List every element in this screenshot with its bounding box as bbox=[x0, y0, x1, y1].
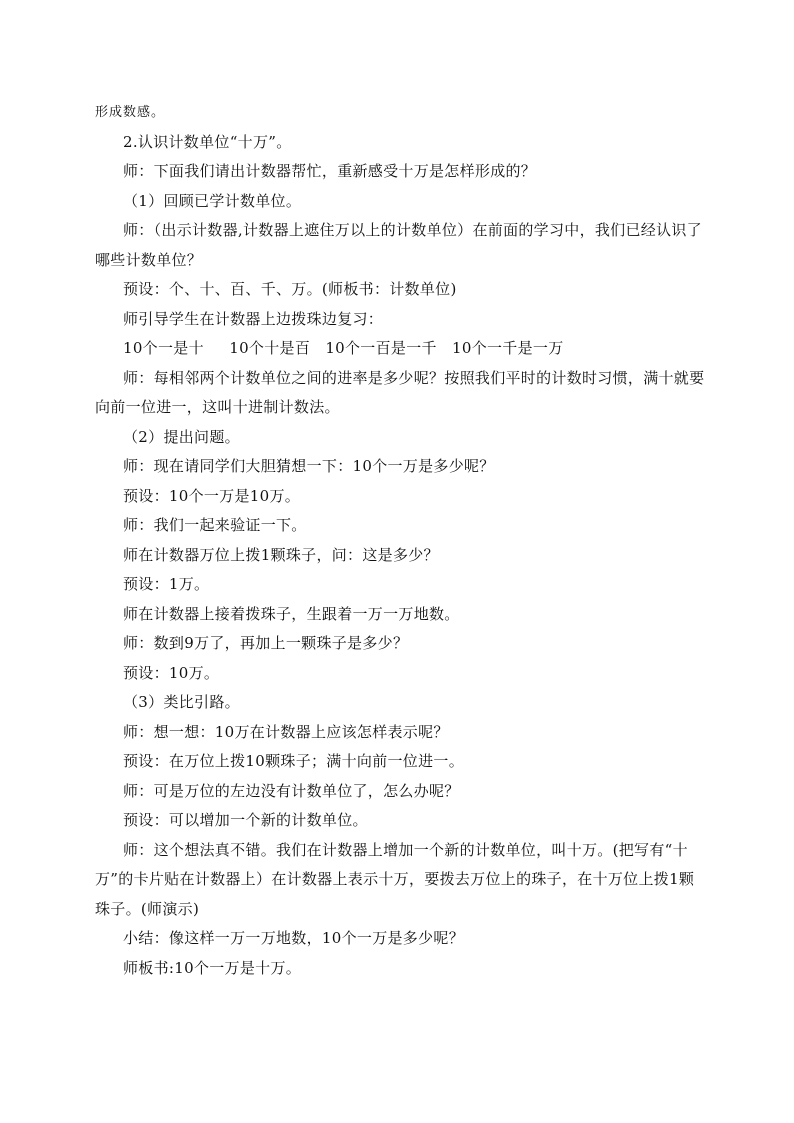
paragraph-line: 师：数到9万了，再加上一颗珠子是多少？ bbox=[123, 634, 409, 652]
board-writing-line: 师板书:10个一万是十万。 bbox=[123, 958, 302, 977]
paragraph-line: 预设：在万位上拨10颗珠子；满十向前一位进一。 bbox=[123, 752, 464, 770]
paragraph-line: 师：（出示计数器,计数器上遮住万以上的计数单位）在前面的学习中，我们已经认识了哪些计数单位？ bbox=[95, 221, 702, 269]
section-heading: 2.认识计数单位“十万”。 bbox=[123, 132, 292, 151]
paragraph-line: 师在计数器上接着拨珠子，生跟着一万一万地数。 bbox=[123, 604, 460, 623]
paragraph-line: 师：下面我们请出计数器帮忙，重新感受十万是怎样形成的？ bbox=[123, 162, 537, 180]
paragraph-line: 师：这个想法真不错。我们在计数器上增加一个新的计数单位，叫十万。(把写有“十万”的卡片贴在计数器上）在计数器上表示十万，要拨去万位上的珠子，在十万位上拨1颗珠子。(师演示) bbox=[95, 840, 695, 918]
paragraph-line: 师：我们一起来验证一下。 bbox=[123, 516, 307, 534]
paragraph-line: 形成数感。 bbox=[95, 105, 166, 120]
paragraph-line: 预设：1万。 bbox=[123, 575, 210, 593]
paragraph-line: 预设：可以增加一个新的计数单位。 bbox=[123, 811, 368, 829]
paragraph-line: 师：想一想：10万在计数器上应该怎样表示呢？ bbox=[123, 722, 449, 741]
paragraph-line: 师：现在请同学们大胆猜想一下：10个一万是多少呢？ bbox=[123, 457, 495, 475]
paragraph-line: 师：每相邻两个计数单位之间的进率是多少呢？按照我们平时的计数时习惯，满十就要向前一位进一，这叫十进制计数法。 bbox=[95, 368, 705, 416]
paragraph-line: 师引导学生在计数器上边拨珠边复习： bbox=[123, 309, 384, 328]
paragraph-line: 师：可是万位的左边没有计数单位了，怎么办呢？ bbox=[123, 781, 460, 800]
subsection-heading: （3）类比引路。 bbox=[123, 693, 240, 711]
subsection-heading: （2）提出问题。 bbox=[123, 427, 240, 446]
summary-line: 小结：像这样一万一万地数，10个一万是多少呢？ bbox=[123, 929, 464, 947]
paragraph-line: 预设：个、十、百、千、万。(师板书：计数单位) bbox=[123, 280, 457, 298]
subsection-heading: （1）回顾已学计数单位。 bbox=[123, 191, 302, 210]
paragraph-line: 预设：10万。 bbox=[123, 663, 220, 682]
paragraph-line: 师在计数器万位上拨1颗珠子，问：这是多少？ bbox=[123, 545, 439, 564]
paragraph-line: 预设：10个一万是10万。 bbox=[123, 486, 301, 505]
document-body bbox=[95, 98, 707, 983]
paragraph-line: 10个一是十 10个十是百 10个一百是一千 10个一千是一万 bbox=[123, 339, 564, 357]
